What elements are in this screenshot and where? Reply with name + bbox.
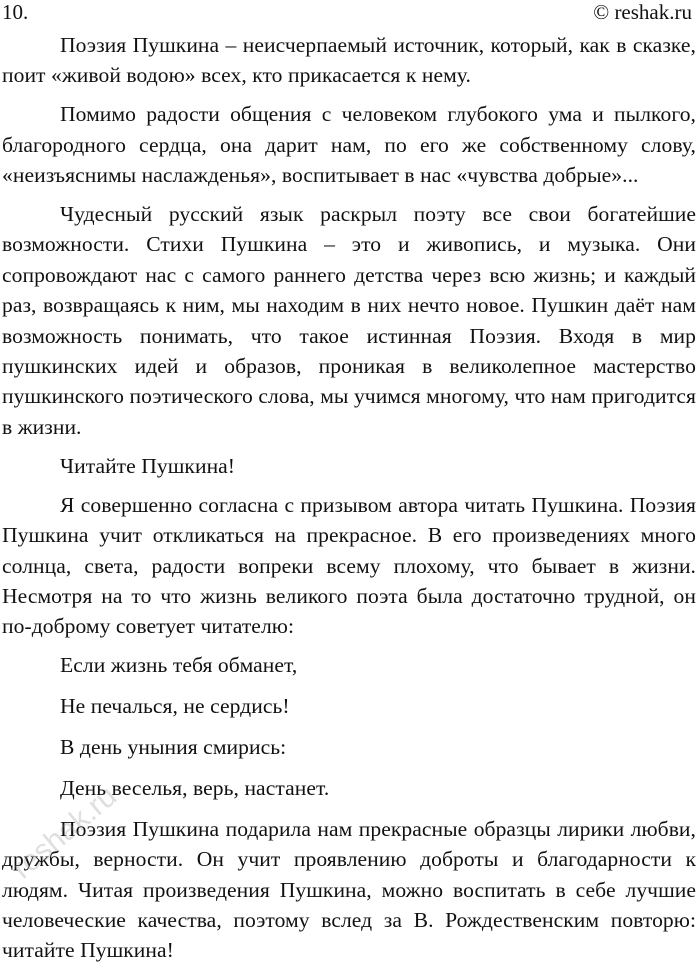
watermark: reshak.ru [6,779,124,886]
poem-line-2: Не печалься, не сердись! [60,694,290,719]
paragraph-1: Поэзия Пушкина – неисчерпаемый источник, который, как в сказке, поит «живой водою» всех, кто прикасается к нему. [2,33,696,88]
paragraph-4: Читайте Пушкина! [60,453,236,478]
task-number: 10. [2,0,29,24]
page-header [2,0,692,26]
poem-line-1: Если жизнь тебя обманет, [60,653,298,678]
paragraph-5: Я совершенно согласна с призывом автора читать Пушкина. Поэзия Пушкина учит откликаться на прекрасное. В его произведениях много солнца, света, радости вопреки всему плохому, что бывает в жизни. Несмотря на то что жизнь великого поэта была достаточно трудной, он по-доброму советует читателю: [2,492,696,639]
paragraph-6: Поэзия Пушкина подарила нам прекрасные образцы лирики любви, дружбы, верности. Он учит проявлению доброты и благодарности к людям. Читая произведения Пушкина, можно воспитать в себе лучшие человеческие качества, поэтому вслед за В. Рождественским повторю: читайте Пушкина! [2,816,696,963]
poem-line-4: День веселья, верь, настанет. [60,775,330,800]
site-label: © reshak.ru [593,0,692,24]
poem-line-3: В день уныния смирись: [60,735,287,760]
paragraph-3: Чудесный русский язык раскрыл поэту все свои богатейшие возможности. Стихи Пушкина – это и живопись, и музыка. Они сопровождают нас с самого раннего детства через всю жизнь; и каждый раз, возвращаясь к ним, мы находим в них нечто новое. Пушкин даёт нам возможность понимать, что такое истинная Поэзия. Входя в мир пушкинских идей и образов, проникая в великолепное мастерство пушкинского поэтического слова, мы учимся многому, что нам пригодится в жизни. [2,202,696,439]
essay-text [2,30,696,974]
paragraph-2: Помимо радости общения с человеком глубокого ума и пылкого, благородного сердца, она дарит нам, по его же собственному слову, «неизъяснимы наслажденья», воспитывает в нас «чувства добрые»... [2,102,696,188]
